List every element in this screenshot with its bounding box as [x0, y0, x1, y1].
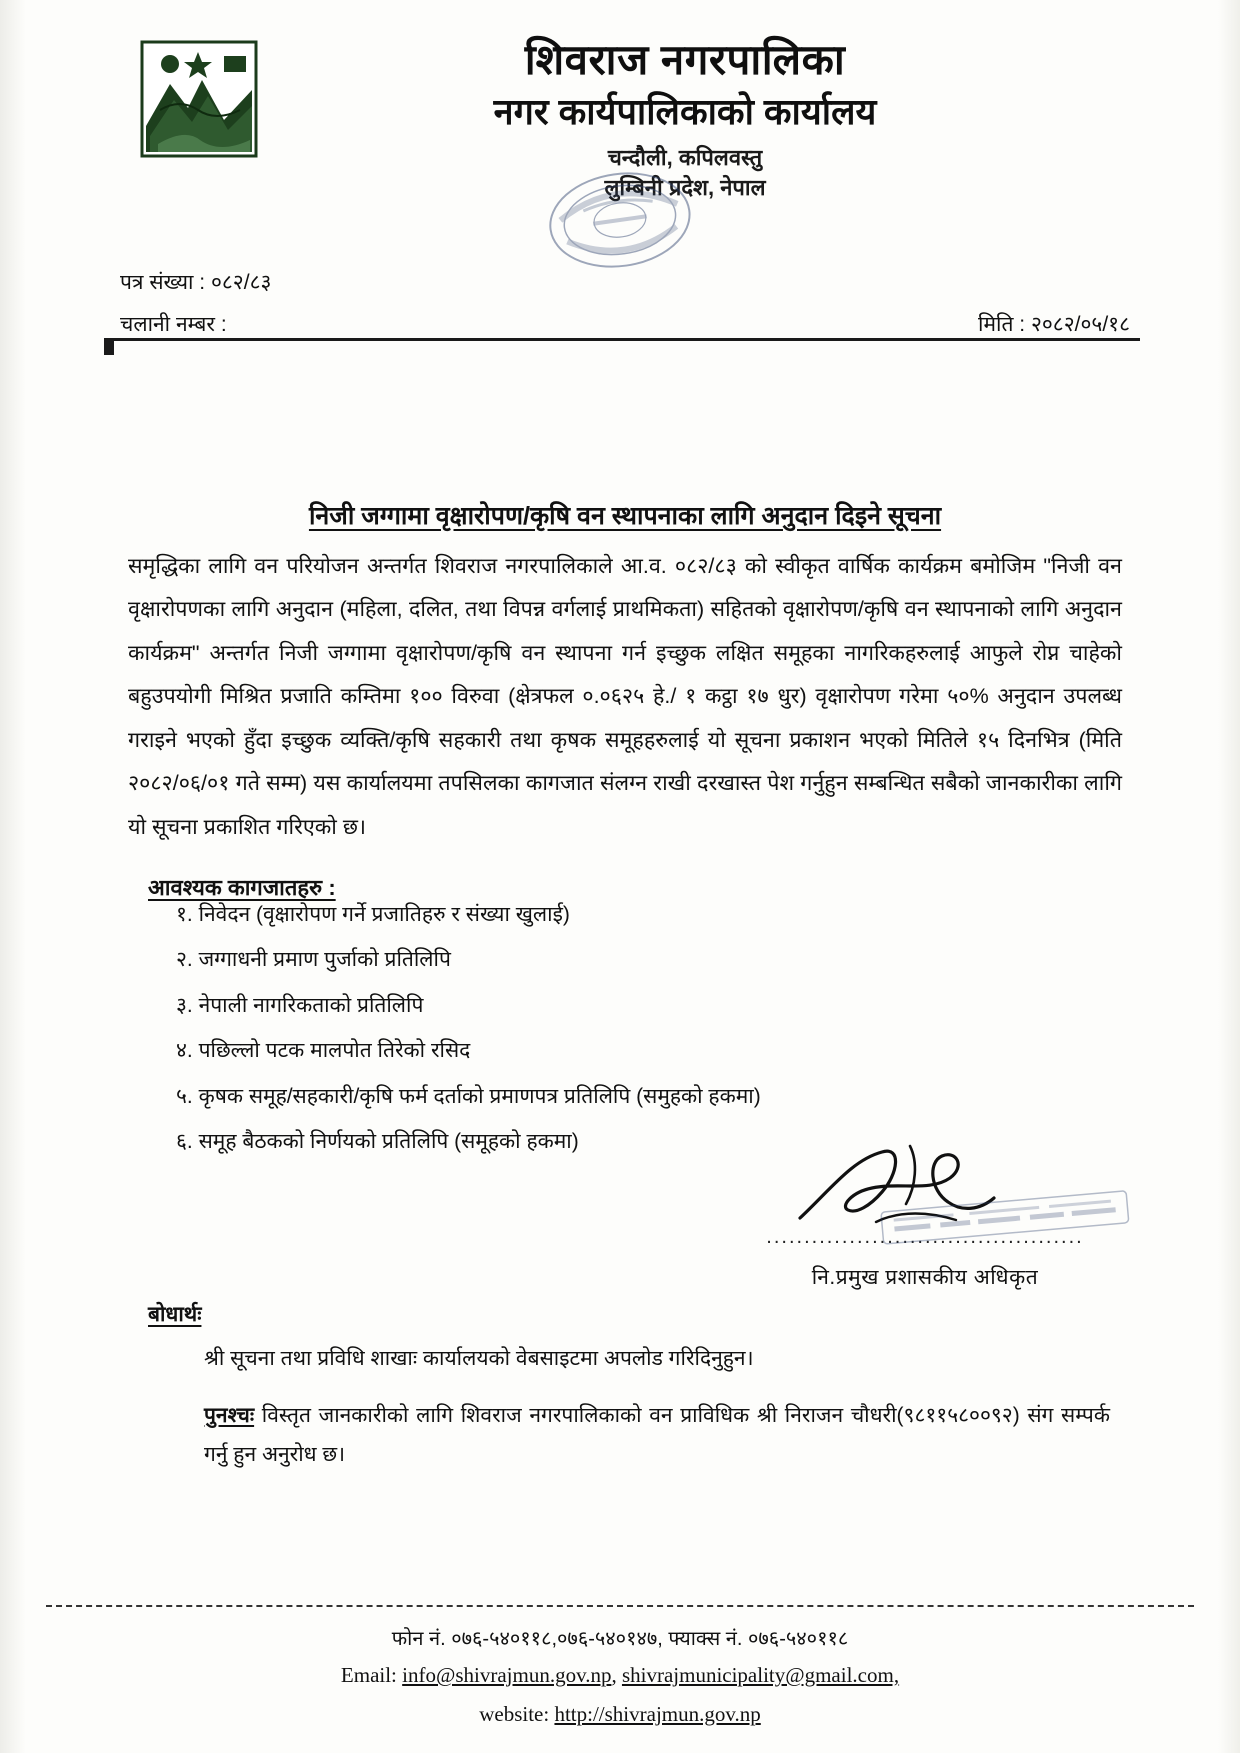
letter-number-label: पत्र संख्या :	[120, 271, 206, 294]
letter-date-label: मिति :	[978, 313, 1026, 336]
dispatch-number-label: चलानी नम्बर :	[120, 313, 227, 336]
notes-section	[148, 1300, 1110, 1495]
organization-block	[280, 34, 1090, 203]
footer-divider	[46, 1605, 1194, 1607]
email-label: Email:	[340, 1663, 397, 1687]
postscript-label: पुनश्चः	[204, 1403, 255, 1427]
email-address-secondary[interactable]: shivrajmunicipality@gmail.com,	[621, 1663, 900, 1687]
required-documents-heading: आवश्यक कागजातहरु :	[148, 875, 336, 900]
organization-province: लुम्बिनी प्रदेश, नेपाल	[604, 174, 766, 200]
organization-office: नगर कार्यपालिकाको कार्यालय	[493, 90, 877, 132]
cc-line: श्री सूचना तथा प्रविधि शाखाः कार्यालयको वेबसाइटमा अपलोड गरिदिनुहुन।	[204, 1347, 754, 1370]
notice-body: समृद्धिका लागि वन परियोजन अन्तर्गत शिवराज नगरपालिकाले आ.व. ०८२/८३ को स्वीकृत वार्षिक कार्यक्रम बमोजिम "निजी वन वृक्षारोपणका लागि अनुदान (महिला, दलित, तथा विपन्न वर्गलाई प्राथमिकता) सहितको वृक्षारोपण/कृषि वन स्थापनाको लागि अनुदान कार्यक्रम" अन्तर्गत निजी जग्गामा वृक्षारोपण/कृषि वन स्थापना गर्न इच्छुक लक्षित समूहका नागरिकहरुलाई आफुले रोप्न चाहेको बहुउपयोगी मिश्रित प्रजाति कम्तिमा १०० विरुवा (क्षेत्रफल ०.०६२५ हे./ १ कट्ठा १७ धुर) वृक्षारोपण गरेमा ५०% अनुदान उपलब्ध गराइने भएको हुँदा इच्छुक व्यक्ति/कृषि सहकारी तथा कृषक समूहहरुलाई यो सूचना प्रकाशन भएको मितिले १५ दिनभित्र (मिति २०८२/०६/०१ गते सम्म) यस कार्यालयमा तपसिलका कागजात संलग्न राखी दरखास्त पेश गर्नुहुन सम्बन्धित सबैको जानकारीका लागि यो सूचना प्रकाशित गरिएको छ।	[128, 554, 1122, 839]
footer	[60, 1622, 1180, 1733]
website-label: website:	[479, 1701, 550, 1726]
organization-name: शिवराज नगरपालिका	[524, 36, 846, 83]
signatory-designation: नि.प्रमुख प्रशासकीय अधिकृत	[811, 1266, 1039, 1289]
required-documents-list	[176, 900, 1080, 1173]
signature-dotted-line: ..........................................	[766, 1226, 1084, 1248]
list-item: ६. समूह बैठकको निर्णयको प्रतिलिपि (समूहको हकमा)	[176, 1130, 579, 1154]
footer-website-line	[60, 1696, 1180, 1733]
cc-heading: बोधार्थः	[148, 1303, 202, 1326]
letter-date-value: २०८२/०५/१८	[1030, 313, 1130, 336]
footer-email-line	[60, 1657, 1180, 1694]
signature-block	[760, 1140, 1090, 1291]
page-title: निजी जग्गामा वृक्षारोपण/कृषि वन स्थापनाका लागि अनुदान दिइने सूचना	[308, 502, 942, 530]
header-divider-tail	[104, 341, 114, 355]
handwritten-signature	[760, 1140, 1090, 1232]
email-address-primary[interactable]: info@shivrajmun.gov.np	[402, 1663, 612, 1687]
letter-number	[120, 268, 271, 296]
website-url[interactable]: http://shivrajmun.gov.np	[554, 1701, 761, 1726]
list-item: १. निवेदन (वृक्षारोपण गर्ने प्रजातिहरु र संख्या खुलाई)	[176, 903, 570, 926]
letter-meta	[120, 268, 1130, 338]
organization-place: चन्दौली, कपिलवस्तु	[607, 145, 763, 171]
postscript-block	[204, 1396, 1110, 1476]
dispatch-number	[120, 310, 227, 338]
footer-phone: फोन नं. ०७६-५४०११८,०७६-५४०१४७, फ्याक्स नं. ०७६-५४०११८	[391, 1628, 849, 1650]
header-divider	[104, 338, 1140, 341]
nepal-emblem-icon	[140, 40, 258, 158]
letter-date	[978, 310, 1130, 338]
letter-number-value: ०८२/८३	[210, 271, 272, 294]
list-item: ५. कृषक समूह/सहकारी/कृषि फर्म दर्ताको प्रमाणपत्र प्रतिलिपि (समुहको हकमा)	[176, 1084, 761, 1108]
list-item: २. जग्गाधनी प्रमाण पुर्जाको प्रतिलिपि	[176, 948, 451, 972]
postscript-text: विस्तृत जानकारीको लागि शिवराज नगरपालिकाको वन प्राविधिक श्री निराजन चौधरी(९८११५८००९२) संग सम्पर्क गर्नु हुन अनुरोध छ।	[204, 1403, 1110, 1467]
list-item: ३. नेपाली नागरिकताको प्रतिलिपि	[176, 993, 424, 1017]
list-item: ४. पछिल्लो पटक मालपोत तिरेको रसिद	[176, 1039, 471, 1063]
email-separator: ,	[611, 1663, 617, 1687]
